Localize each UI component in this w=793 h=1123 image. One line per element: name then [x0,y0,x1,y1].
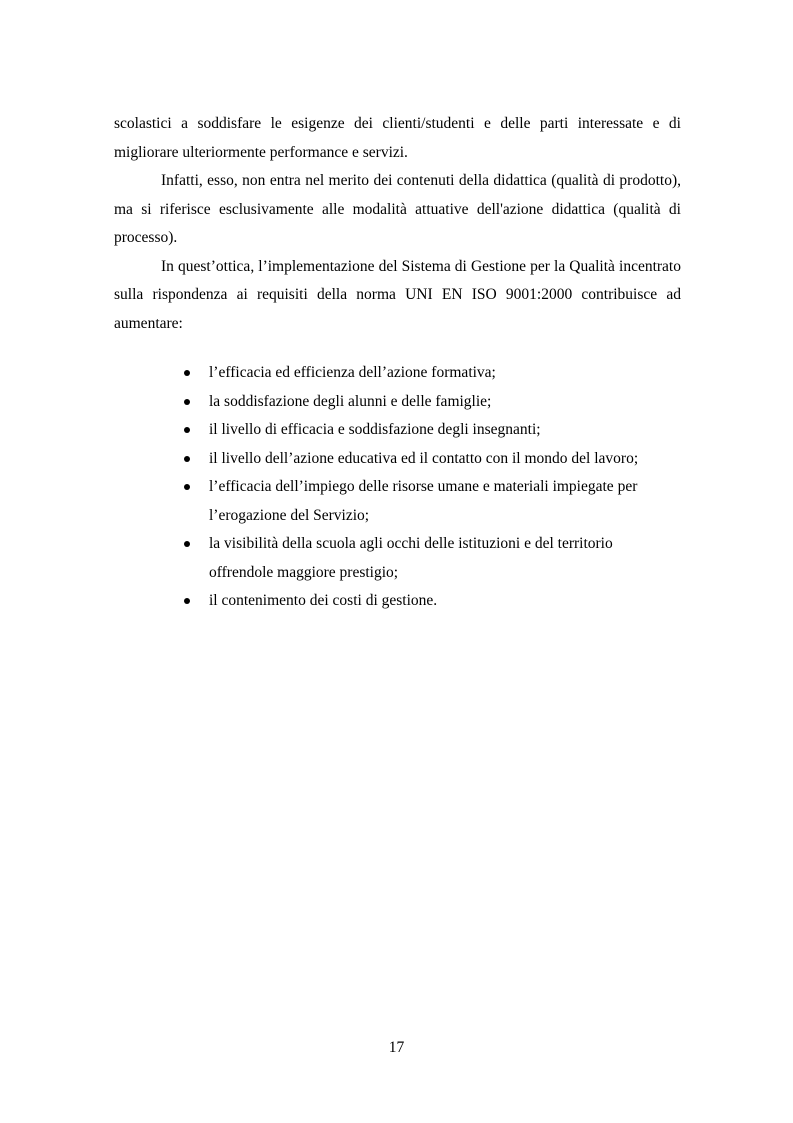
page-number: 17 [388,1039,405,1056]
bullet-icon [184,427,190,433]
bullet-icon [184,598,190,604]
bullet-icon [184,399,190,405]
benefits-list [180,359,670,616]
list-item-text: il contenimento dei costi di gestione. [209,592,438,609]
list-item [180,445,670,474]
list-item [180,388,670,417]
paragraph-in-questottica: In quest’ottica, l’implementazione del Sistema di Gestione per la Qualità incentrato sulla rispondenza ai requisiti della norma UNI EN ISO 9001:2000 contribuisce ad aumentare: [114,257,681,332]
bullet-icon [184,370,190,376]
list-item [180,587,670,616]
list-item [180,359,670,388]
bullet-icon [184,456,190,462]
bullet-icon [184,541,190,547]
paragraph-continuation: scolastici a soddisfare le esigenze dei clienti/studenti e delle parti interessate e di migliorare ulteriormente performance e servizi. [114,115,681,161]
list-item [180,416,670,445]
list-item-text: la soddisfazione degli alunni e delle famiglie; [209,392,492,410]
list-item-text: la visibilità della scuola agli occhi delle istituzioni e del territorio offrendole maggiore prestigio; [209,535,613,581]
list-item-text: il livello dell’azione educativa ed il contatto con il mondo del lavoro; [209,449,639,467]
list-item [180,473,670,530]
list-item-text: l’efficacia dell’impiego delle risorse umane e materiali impiegate per l’erogazione del Servizio; [209,478,638,524]
paragraph-infatti: Infatti, esso, non entra nel merito dei contenuti della didattica (qualità di prodotto), ma si riferisce esclusivamente alle modalità attuative dell'azione didattica (qualità di processo). [114,172,681,246]
list-item-text: l’efficacia ed efficienza dell’azione formativa; [209,364,496,381]
list-item [180,530,670,587]
list-item-text: il livello di efficacia e soddisfazione degli insegnanti; [209,421,541,438]
bullet-icon [184,484,190,490]
body-text [114,110,681,338]
